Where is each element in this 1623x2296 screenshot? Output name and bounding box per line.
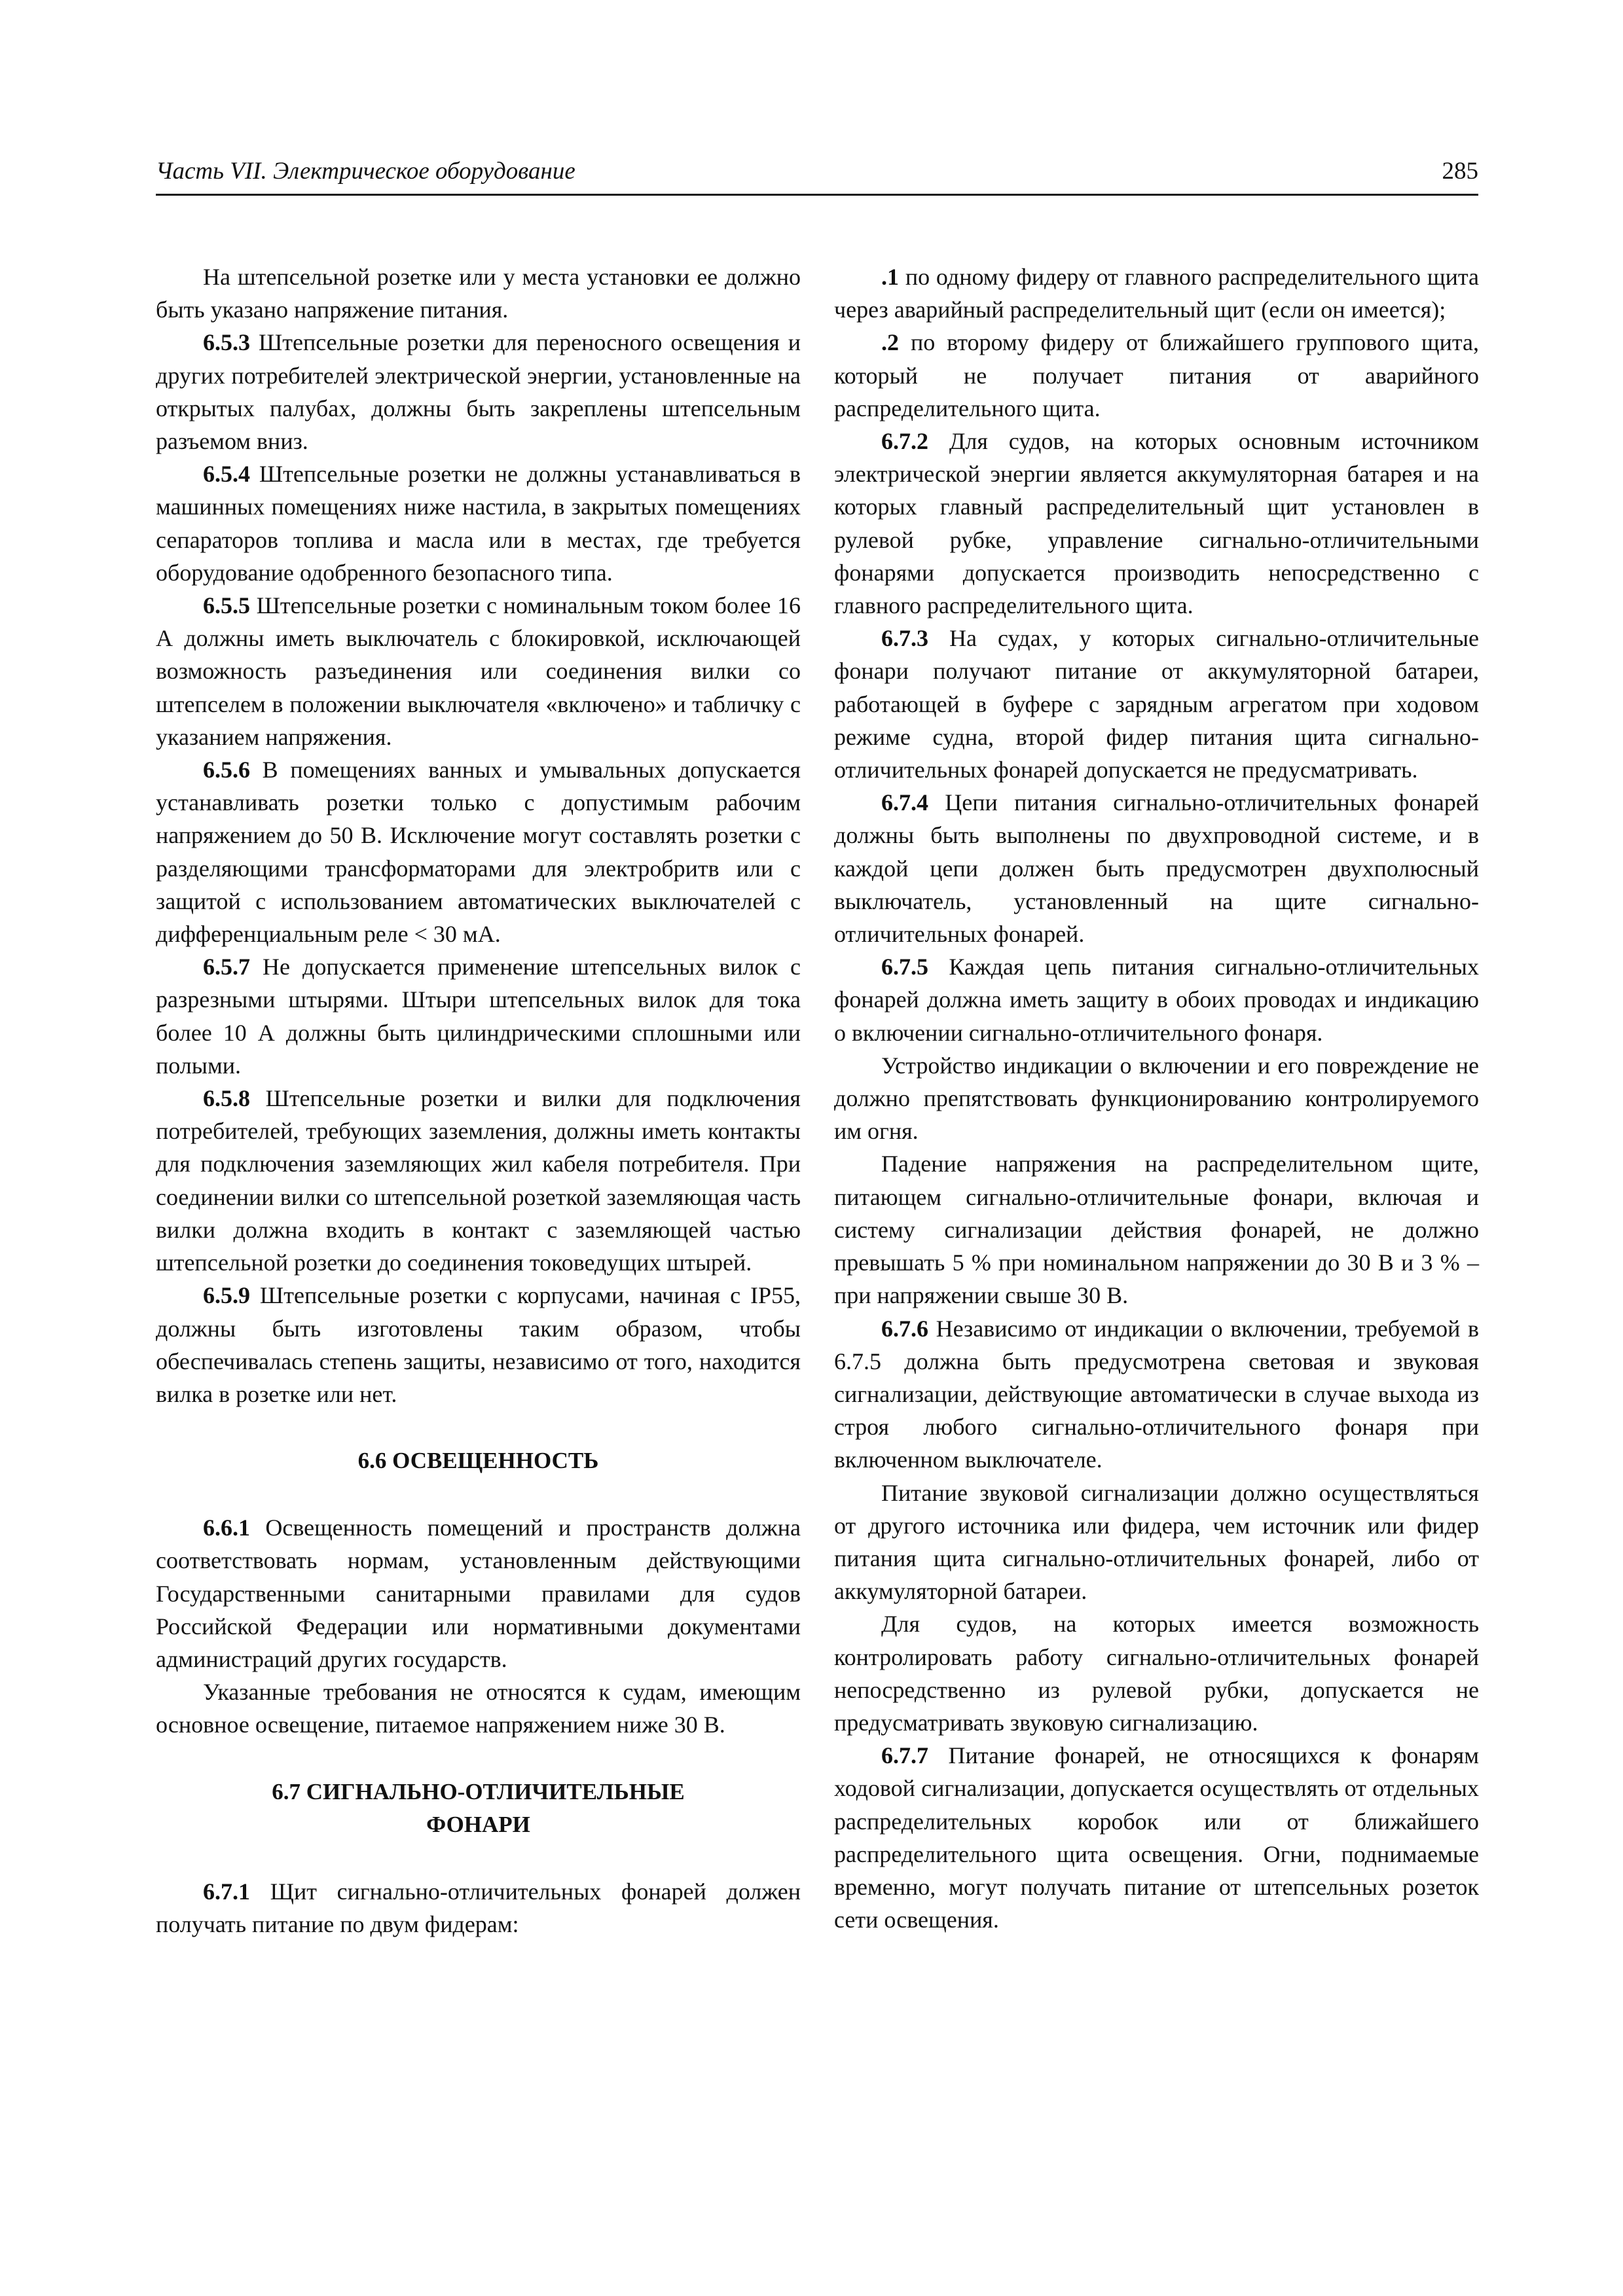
clause-6-5-5 [156, 589, 801, 753]
clause-number: 6.5.8 [203, 1085, 250, 1112]
clause-number: 6.5.6 [203, 757, 250, 783]
clause-text: Независимо от индикации о включении, требуемой в 6.7.5 должна быть предусмотрена световая и звуковая сигнализации, действующие автоматически в случае выхода из строя любого сигнально-отличительного фонаря при включенном выключателе. [834, 1315, 1479, 1473]
clause-text: Штепсельные розетки с корпусами, начиная с IP55, должны быть изготовлены таким образом, чтобы обеспечивалась степень защиты, независимо от того, находится вилка в розетке или нет. [156, 1282, 801, 1407]
clause-text: Не допускается применение штепсельных вилок с разрезными штырями. Штыри штепсельных вилок для тока более 10 А должны быть цилиндрическими сплошными или полыми. [156, 954, 801, 1079]
clause-text: На судах, у которых сигнально-отличительные фонари получают питание от аккумуляторной батареи, работающей в буфере с зарядным агрегатом при ходовом режиме судна, второй фидер питания щита сигнально-отличительных фонарей допускается не предусматривать. [834, 625, 1479, 783]
clause-text: Питание фонарей, не относящихся к фонарям ходовой сигнализации, допускается осуществлять от отдельных распределительных коробок или от ближайшего распределительного щита освещения. Огни, поднимаемые временно, могут получать питание от штепсельных розеток сети освещения. [834, 1742, 1479, 1933]
clause-text: Щит сигнально-отличительных фонарей должен получать питание по двум фидерам: [156, 1878, 801, 1937]
list-item-1 [834, 260, 1479, 326]
clause-number: 6.7.1 [203, 1878, 250, 1905]
clause-6-7-6 [834, 1312, 1479, 1477]
clause-6-5-6 [156, 753, 801, 950]
clause-6-5-4 [156, 457, 801, 589]
clause-6-7-2 [834, 425, 1479, 622]
clause-6-5-3 [156, 326, 801, 457]
clause-text: Освещенность помещений и пространств должна соответствовать нормам, установленным действующими Государственными санитарными правилами для судов Российской Федерации или нормативными документами администраций других государств. [156, 1515, 801, 1672]
clause-number: 6.5.3 [203, 329, 250, 356]
clause-6-7-1 [156, 1875, 801, 1941]
paragraph: Указанные требования не относятся к судам, имеющим основное освещение, питаемое напряжением ниже 30 В. [156, 1679, 801, 1738]
clause-text: Штепсельные розетки с номинальным током более 16 А должны иметь выключатель с блокировкой, исключающей возможность разъединения или соединения вилки со штепселем в положении выключателя «включено» и табличку с указанием напряжения. [156, 592, 801, 750]
clause-number: 6.7.3 [881, 625, 928, 652]
clause-6-6-1 [156, 1511, 801, 1676]
paragraph: Устройство индикации о включении и его повреждение не должно препятствовать функционированию контролируемого им огня. [834, 1052, 1479, 1145]
clause-text: Штепсельные розетки и вилки для подключения потребителей, требующих заземления, должны иметь контакты для подключения заземляющих жил кабеля потребителя. При соединении вилки со штепсельной розеткой заземляющая часть вилки должна входить в контакт с заземляющей частью штепсельной розетки до соединения токоведущих штырей. [156, 1085, 801, 1276]
heading-line: ФОНАРИ [426, 1811, 530, 1837]
item-number: .1 [881, 264, 899, 290]
header-title: Часть VII. Электрическое оборудование [156, 158, 575, 185]
left-column [156, 260, 801, 1941]
clause-number: 6.7.4 [881, 789, 928, 816]
clause-number: 6.5.7 [203, 954, 250, 980]
item-text: по одному фидеру от главного распределительного щита через аварийный распределительный щит (если он имеется); [834, 264, 1479, 323]
paragraph: Для судов, на которых имеется возможность контролировать работу сигнально-отличительных фонарей непосредственно из рулевой рубки, допускается не предусматривать звуковую сигнализацию. [834, 1611, 1479, 1736]
list-item-2 [834, 326, 1479, 425]
item-number: .2 [881, 329, 899, 356]
clause-text: Каждая цепь питания сигнально-отличительных фонарей должна иметь защиту в обоих проводах и индикацию о включении сигнально-отличительного фонаря. [834, 954, 1479, 1046]
page-number: 285 [1442, 158, 1478, 185]
clause-number: 6.5.9 [203, 1282, 250, 1309]
clause-text: Для судов, на которых основным источником электрической энергии является аккумуляторная батарея и на которых главный распределительный щит установлен в рулевой рубке, управление сигнально-отличительными фонарями допускается производить непосредственно с главного распределительного щита. [834, 428, 1479, 619]
paragraph: Падение напряжения на распределительном щите, питающем сигнально-отличительные фонари, включая и систему сигнализации действия фонарей, не должно превышать 5 % при номинальном напряжении до 30 В и 3 % – при напряжении свыше 30 В. [834, 1151, 1479, 1309]
clause-text: Штепсельные розетки для переносного освещения и других потребителей электрической энергии, установленные на открытых палубах, должны быть закреплены штепсельным разъемом вниз. [156, 329, 801, 455]
clause-number: 6.5.5 [203, 592, 250, 619]
item-text: по второму фидеру от ближайшего группового щита, который не получает питания от аварийного распределительного щита. [834, 329, 1479, 422]
clause-number: 6.5.4 [203, 461, 250, 488]
clause-number: 6.7.2 [881, 428, 928, 455]
section-heading-6-7 [156, 1776, 801, 1841]
right-column [834, 260, 1479, 1936]
clause-6-5-9 [156, 1279, 801, 1410]
clause-6-7-7 [834, 1739, 1479, 1936]
heading-line: 6.7 СИГНАЛЬНО-ОТЛИЧИТЕЛЬНЫЕ [272, 1778, 685, 1804]
clause-number: 6.7.5 [881, 954, 928, 980]
paragraph: На штепсельной розетке или у места установки ее должно быть указано напряжение питания. [156, 264, 801, 323]
clause-text: Штепсельные розетки не должны устанавливаться в машинных помещениях ниже настила, в закрытых помещениях сепараторов топлива и масла или в местах, где требуется оборудование одобренного безопасного типа. [156, 461, 801, 586]
clause-number: 6.7.6 [881, 1315, 928, 1342]
paragraph: Питание звуковой сигнализации должно осуществляться от другого источника или фидера, чем источник или фидер питания щита сигнально-отличительных фонарей, либо от аккумуляторной батареи. [834, 1479, 1479, 1605]
clause-6-5-7 [156, 950, 801, 1082]
clause-6-7-5 [834, 950, 1479, 1049]
clause-number: 6.7.7 [881, 1742, 928, 1769]
clause-text: Цепи питания сигнально-отличительных фонарей должны быть выполнены по двухпроводной системе, и в каждой цепи должен быть предусмотрен двухполюсный выключатель, установленный на щите сигнально-отличительных фонарей. [834, 789, 1479, 948]
running-header [156, 156, 1478, 196]
clause-6-5-8 [156, 1082, 801, 1279]
clause-6-7-3 [834, 622, 1479, 786]
clause-text: В помещениях ванных и умывальных допускается устанавливать розетки только с допустимым рабочим напряжением до 50 В. Исключение могут составлять розетки с разделяющими трансформаторами для электробритв или с защитой с использованием автоматических выключателей с дифференциальным реле < 30 мА. [156, 757, 801, 948]
section-heading-6-6: 6.6 ОСВЕЩЕННОСТЬ [357, 1448, 599, 1474]
clause-number: 6.6.1 [203, 1515, 250, 1541]
clause-6-7-4 [834, 786, 1479, 950]
